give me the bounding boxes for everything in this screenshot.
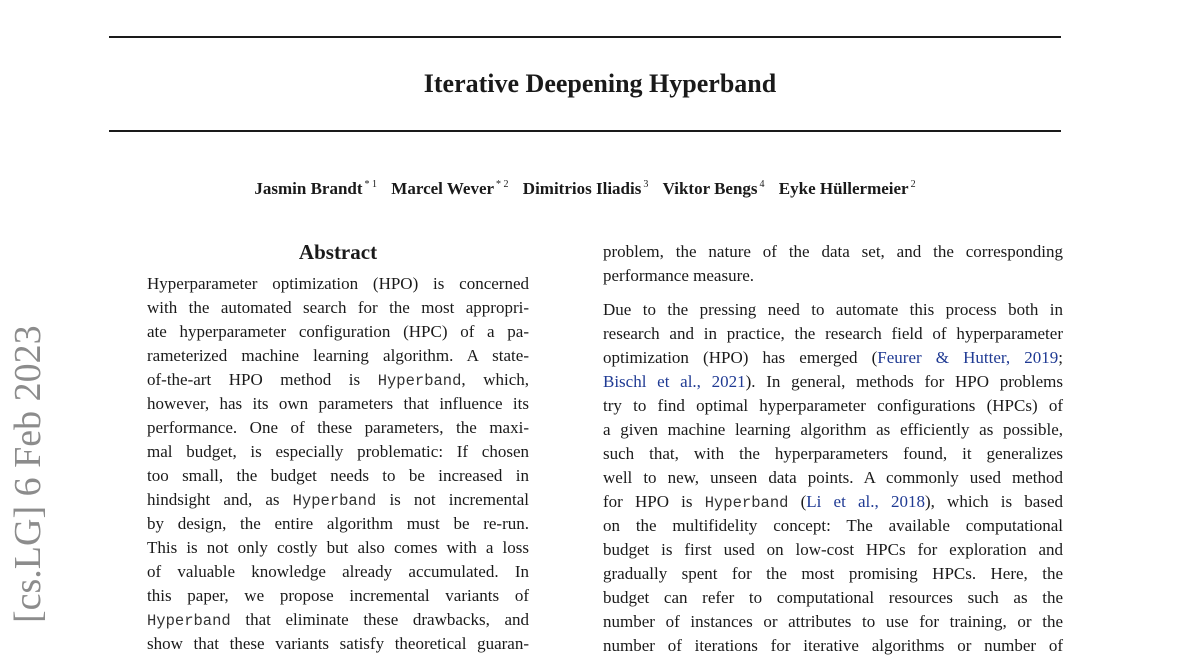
- text-line: try to find optimal hyperparameter configurations (HPCs) of: [603, 396, 1063, 415]
- text-line: performance. One of these parameters, the maxi-: [147, 418, 529, 437]
- abstract-heading: Abstract: [298, 240, 378, 264]
- text-line: show that these variants satisfy theoretical guaran-: [147, 634, 529, 653]
- citation-link[interactable]: Bischl et al., 2021: [603, 372, 746, 391]
- text-line: well to new, unseen data points. A commonly used method: [603, 468, 1063, 487]
- text-line: rameterized machine learning algorithm. A state-: [147, 346, 529, 365]
- author: Eyke Hüllermeier $^2$: [778, 179, 916, 198]
- title-top-rule: [109, 36, 1061, 38]
- paper-title: Iterative Deepening Hyperband: [423, 69, 777, 98]
- text-line: number of instances or attributes to use for training, or the: [603, 612, 1063, 631]
- text-line: This is not only costly but also comes with a loss: [147, 538, 529, 557]
- text-line: performance measure.: [603, 266, 755, 285]
- text-line: by design, the entire algorithm must be re-run.: [147, 514, 529, 533]
- text-line: research and in practice, the research field of hyperparameter: [603, 324, 1063, 343]
- text-line: optimization (HPO) has emerged (Feurer & Hutter, 2019;: [603, 348, 1063, 367]
- abstract-text: [147, 272, 529, 656]
- text-line: problem, the nature of the data set, and the corresponding: [603, 242, 1063, 261]
- author: Jasmin Brandt $^{* 1}$: [254, 179, 378, 198]
- text-line: this paper, we propose incremental variants of: [147, 586, 529, 605]
- text-line: ate hyperparameter configuration (HPC) of a pa-: [147, 322, 529, 341]
- text-line: Bischl et al., 2021). In general, methods for HPO problems: [603, 372, 1063, 391]
- text-line: however, has its own parameters that influence its: [147, 394, 529, 413]
- intro-paragraph: [603, 298, 1063, 658]
- text-line: too small, the budget needs to be increased in: [147, 466, 529, 485]
- text-line: Hyperparameter optimization (HPO) is concerned: [147, 274, 529, 293]
- text-line: Hyperband that eliminate these drawbacks, and: [147, 610, 529, 630]
- text-line: budget is first used on low-cost HPCs for exploration and: [603, 540, 1063, 559]
- title-bottom-rule: [109, 130, 1061, 132]
- intro-column: [603, 240, 1063, 658]
- text-line: of valuable knowledge already accumulated. In: [147, 562, 529, 581]
- text-line: budget can refer to computational resources such as the: [603, 588, 1063, 607]
- citation-link[interactable]: Feurer & Hutter, 2019: [877, 348, 1059, 367]
- text-line: number of iterations for iterative algorithms or number of: [603, 636, 1063, 655]
- code-term: Hyperband: [377, 372, 462, 390]
- author: Marcel Wever $^{* 2}$: [391, 179, 509, 198]
- text-line: mal budget, is especially problematic: If chosen: [147, 442, 529, 461]
- author: Viktor Bengs $^4$: [662, 179, 765, 198]
- text-line: on the multifidelity concept: The available computational: [603, 516, 1063, 535]
- text-line: such that, with the hyperparameters found, it generalizes: [603, 444, 1063, 463]
- code-term: Hyperband: [147, 612, 231, 630]
- text-line: gradually spent for the most promising HPCs. Here, the: [603, 564, 1063, 583]
- arxiv-side-stamp: [cs.LG] 6 Feb 2023: [7, 325, 49, 623]
- text-line: with the automated search for the most appropri-: [147, 298, 529, 317]
- code-term: Hyperband: [292, 492, 377, 510]
- text-line: hindsight and, as Hyperband is not incremental: [147, 490, 529, 510]
- citation-link[interactable]: Li et al., 2018: [806, 492, 925, 511]
- code-term: Hyperband: [704, 494, 789, 512]
- text-line: a given machine learning algorithm as efficiently as possible,: [603, 420, 1063, 439]
- abstract-column: [147, 240, 529, 656]
- intro-paragraph: [603, 240, 1063, 288]
- text-line: for HPO is Hyperband (Li et al., 2018), which is based: [603, 492, 1063, 512]
- text-line: Due to the pressing need to automate this process both in: [603, 300, 1063, 319]
- author: Dimitrios Iliadis $^3$: [522, 179, 649, 198]
- text-line: of-the-art HPO method is Hyperband, which,: [147, 370, 529, 390]
- author-list: [0, 174, 1170, 200]
